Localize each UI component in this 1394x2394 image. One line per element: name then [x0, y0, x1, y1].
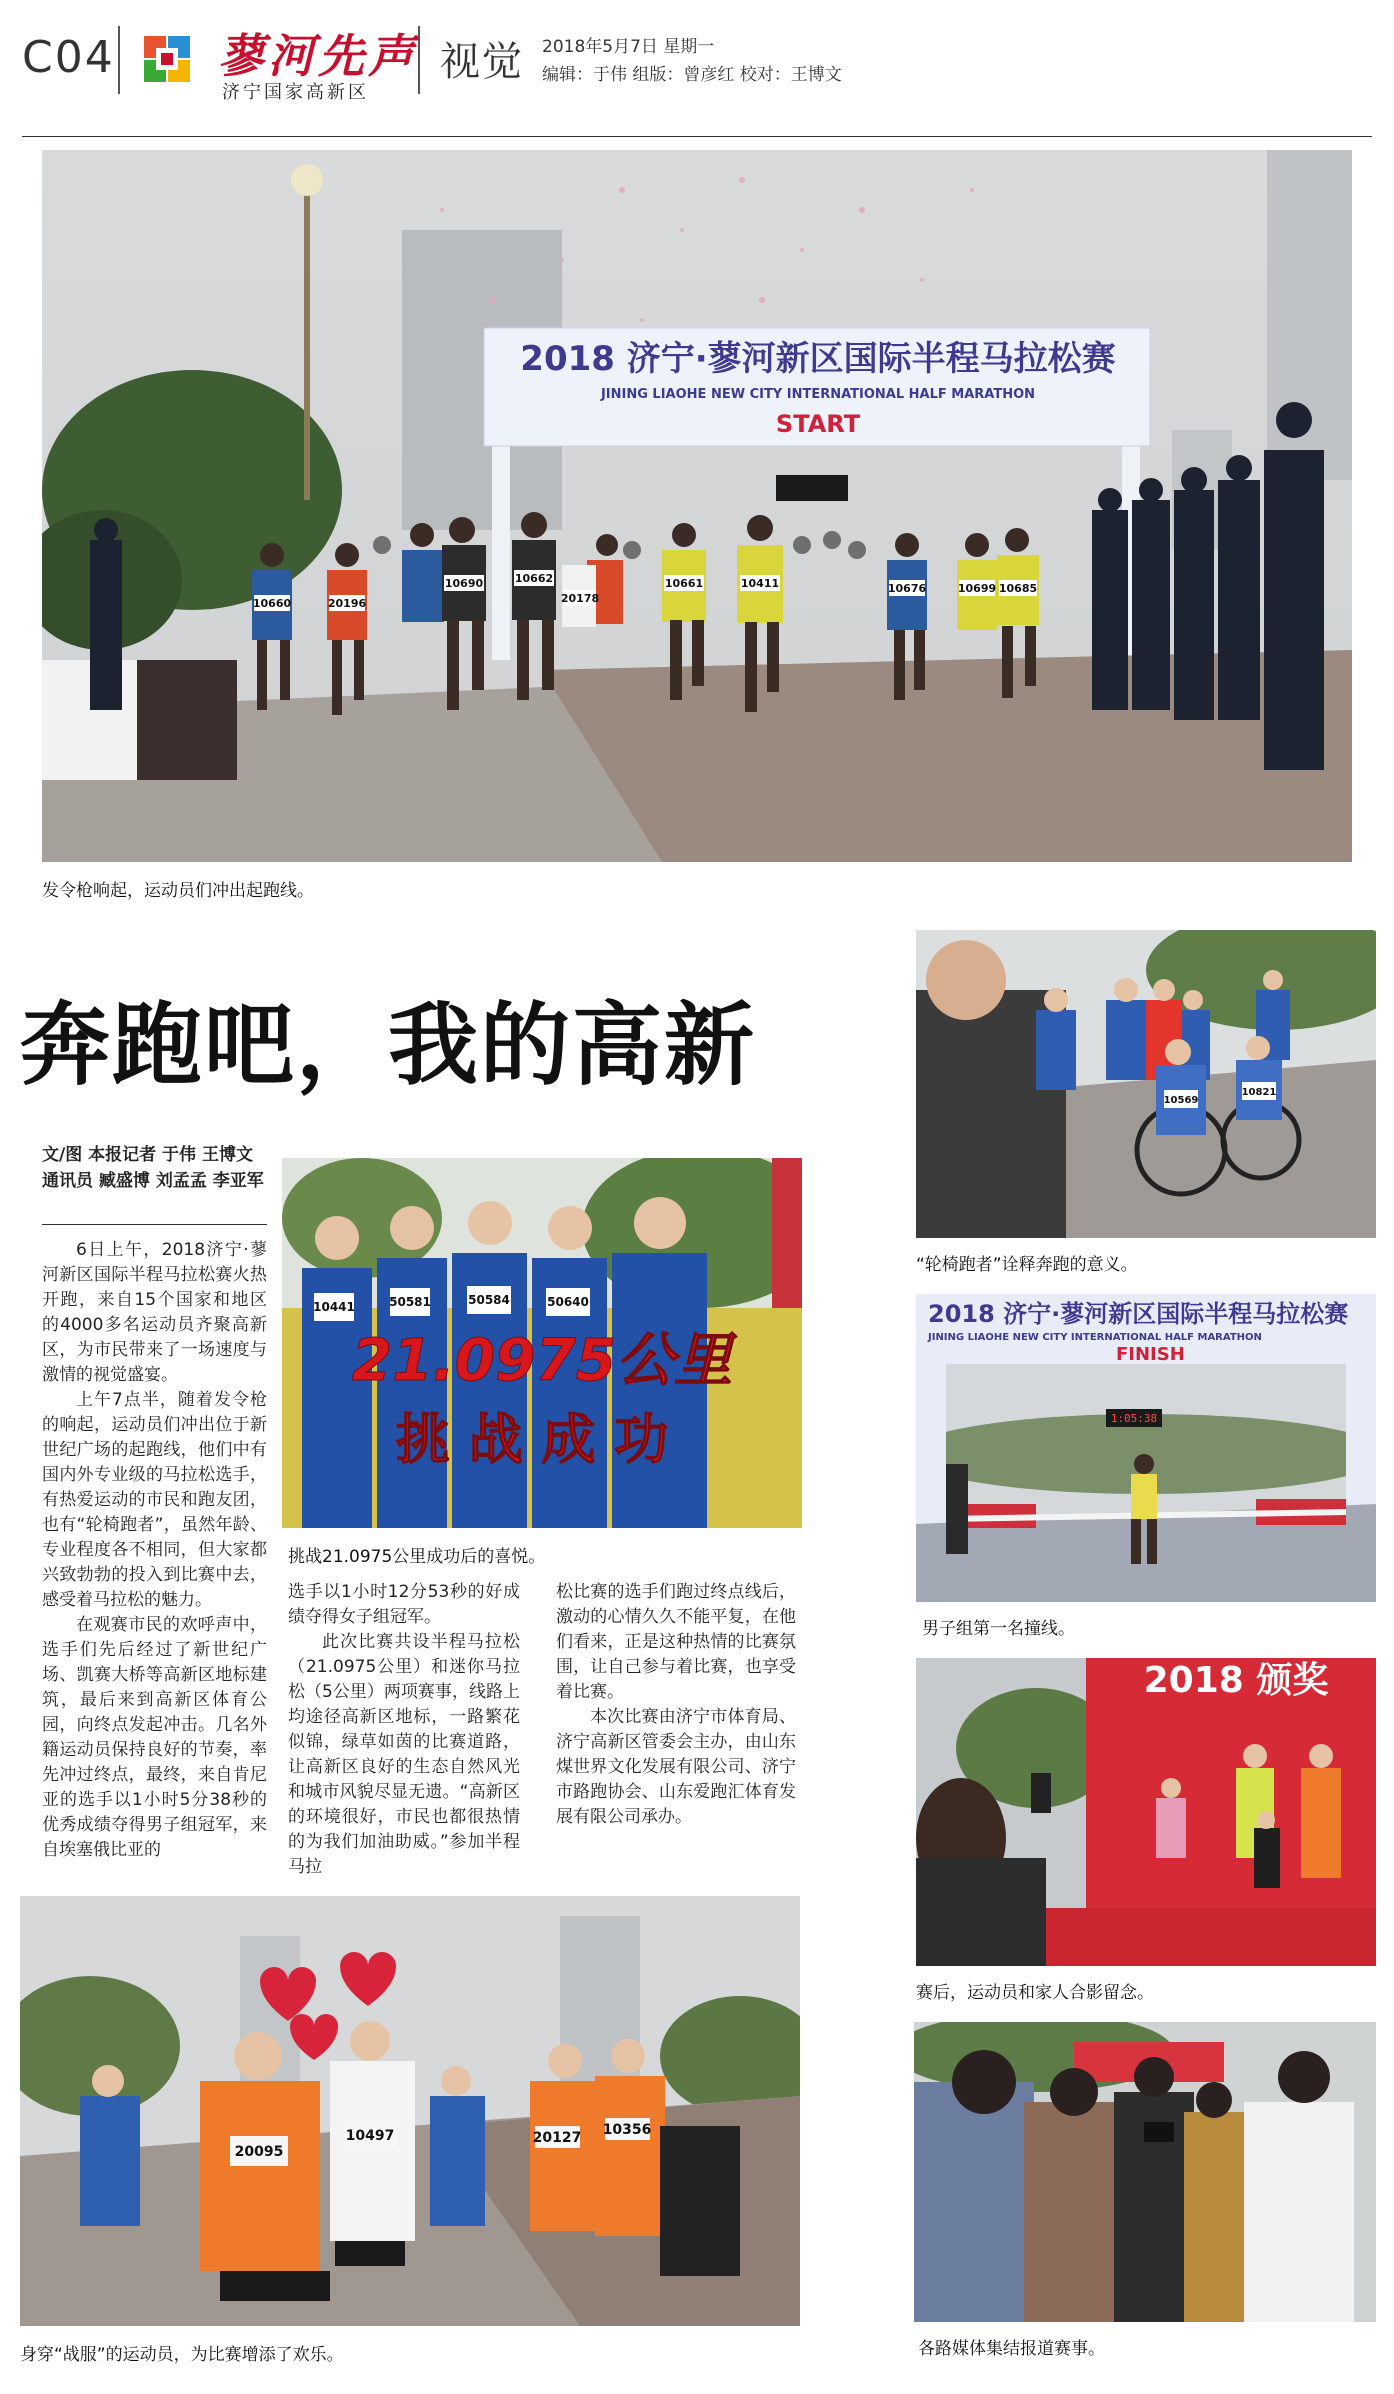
- wheelchair-runners-photo: [916, 930, 1376, 1238]
- paragraph: 上午7点半，随着发令枪的响起，运动员们冲出位于新世纪广场的起跑线，他们中有国内外专业级的马拉松选手，有热爱运动的市民和跑友团，也有“轮椅跑者”，虽然年龄、专业程度各不相同，但大家都兴致勃勃的投入到比赛中去，感受着马拉松的魅力。: [42, 1390, 267, 1610]
- start-photo-caption: 发令枪响起，运动员们冲出起跑线。: [42, 881, 314, 901]
- costume-runners-photo: [20, 1896, 800, 2326]
- bib-number: 50640: [547, 1295, 589, 1309]
- bib-number: 10699: [957, 582, 997, 595]
- bib-number: 20127: [532, 2130, 582, 2146]
- bib-number: 10821: [1241, 1087, 1277, 1098]
- article-headline: 奔跑吧，我的高新: [20, 993, 756, 1098]
- date-line: 2018年5月7日 星期一: [542, 37, 715, 57]
- overlay-success: 挑 战 成 功: [395, 1408, 669, 1471]
- header-divider: [118, 26, 120, 94]
- costume-photo-caption: 身穿“战服”的运动员，为比赛增添了欢乐。: [20, 2345, 344, 2365]
- paragraph: 此次比赛共设半程马拉松（21.0975公里）和迷你马拉松（5公里）两项赛事，线路上均途径高新区地标，一路繁花似锦，绿草如茵的比赛道路，让高新区良好的生态自然风光和城市风貌尽显无遗。“高新区的环境很好，市民也都很热情的为我们加油助威。”参加半程马拉: [288, 1632, 520, 1877]
- arch-title: 2018 济宁·蓼河新区国际半程马拉松赛: [520, 339, 1116, 379]
- header-rule: [22, 136, 1372, 137]
- bib-number: 10690: [444, 577, 484, 590]
- article-column-3: [556, 1580, 796, 1830]
- arch-start: START: [775, 410, 861, 438]
- celebration-photo-caption: 挑战21.0975公里成功后的喜悦。: [288, 1547, 546, 1567]
- media-photo-caption: 各路媒体集结报道赛事。: [918, 2339, 1105, 2359]
- bib-number: 10441: [313, 1300, 355, 1314]
- bib-number: 10411: [740, 577, 780, 590]
- celebration-photo: [282, 1158, 802, 1528]
- arch-subtitle: JINING LIAOHE NEW CITY INTERNATIONAL HALF MARATHON: [600, 387, 1036, 402]
- bib-number: 50584: [468, 1293, 510, 1307]
- paragraph: 本次比赛由济宁市体育局、济宁高新区管委会主办，由山东煤世界文化发展有限公司、济宁市路跑协会、山东爱跑汇体育发展有限公司承办。: [556, 1707, 796, 1827]
- media-photo: [914, 2022, 1376, 2322]
- finish-arch-label: FINISH: [1116, 1344, 1185, 1365]
- bib-number: 10660: [252, 597, 292, 610]
- start-line-photo: [42, 150, 1352, 862]
- paragraph: 松比赛的选手们跑过终点线后，激动的心情久久不能平复，在他们看来，正是这种热情的比赛氛围，让自己参与着比赛，也享受着比赛。: [556, 1582, 796, 1702]
- bib-number: 10356: [602, 2122, 652, 2138]
- paragraph: 选手以1小时12分53秒的好成绩夺得女子组冠军。: [288, 1582, 520, 1627]
- paragraph: 在观赛市民的欢呼声中，选手们先后经过了新世纪广场、凯赛大桥等高新区地标建筑，最后来到高新区体育公园，向终点发起冲击。几名外籍运动员保持良好的节奏，率先冲过终点，最终，来自肯尼亚的选手以1小时5分38秒的优秀成绩夺得男子组冠军，来自埃塞俄比亚的: [42, 1615, 267, 1860]
- header-divider: [418, 26, 420, 94]
- bib-number: 10685: [998, 582, 1038, 595]
- article-byline: 文/图 本报记者 于伟 王博文 通讯员 臧盛博 刘孟孟 李亚军: [42, 1145, 264, 1191]
- finish-photo-caption: 男子组第一名撞线。: [922, 1619, 1075, 1639]
- bib-number: 10661: [664, 577, 704, 590]
- race-clock: 1:05:38: [1110, 1412, 1158, 1425]
- bib-number: 10662: [514, 572, 554, 585]
- bib-number: 50581: [389, 1295, 431, 1309]
- credits-line: 编辑：于伟 组版：曾彦红 校对：王博文: [542, 65, 842, 85]
- bib-number: 20196: [327, 597, 367, 610]
- award-board-text: 2018 颁奖: [1143, 1660, 1329, 1701]
- award-photo-caption: 赛后，运动员和家人合影留念。: [916, 1983, 1154, 2003]
- masthead-logo-icon: [142, 34, 192, 84]
- award-photo: [916, 1658, 1376, 1966]
- finish-arch-title: 2018 济宁·蓼河新区国际半程马拉松赛: [928, 1300, 1349, 1328]
- byline-rule: [42, 1224, 267, 1225]
- masthead-title: 蓼河先声: [218, 29, 418, 83]
- page-number: C04: [22, 32, 115, 83]
- masthead-subtitle: 济宁国家高新区: [222, 82, 369, 103]
- wheelchair-photo-caption: “轮椅跑者”诠释奔跑的意义。: [916, 1255, 1138, 1275]
- bib-number: 10497: [345, 2128, 395, 2144]
- bib-number: 10569: [1163, 1095, 1199, 1106]
- paragraph: 6日上午，2018济宁·蓼河新区国际半程马拉松赛火热开跑，来自15个国家和地区的4000多名运动员齐聚高新区，为市民带来了一场速度与激情的视觉盛宴。: [42, 1240, 267, 1385]
- overlay-distance: 21.0975公里: [351, 1326, 733, 1394]
- finish-line-photo: [916, 1294, 1376, 1602]
- finish-arch-subtitle: JINING LIAOHE NEW CITY INTERNATIONAL HALF MARATHON: [928, 1332, 1262, 1343]
- article-column-2: [288, 1580, 520, 1880]
- bib-number: 10676: [887, 582, 927, 595]
- bib-number: 20095: [234, 2144, 284, 2160]
- section-name: 视觉: [440, 39, 524, 85]
- article-column-1: [42, 1238, 267, 1863]
- bib-number: 20178: [560, 592, 600, 605]
